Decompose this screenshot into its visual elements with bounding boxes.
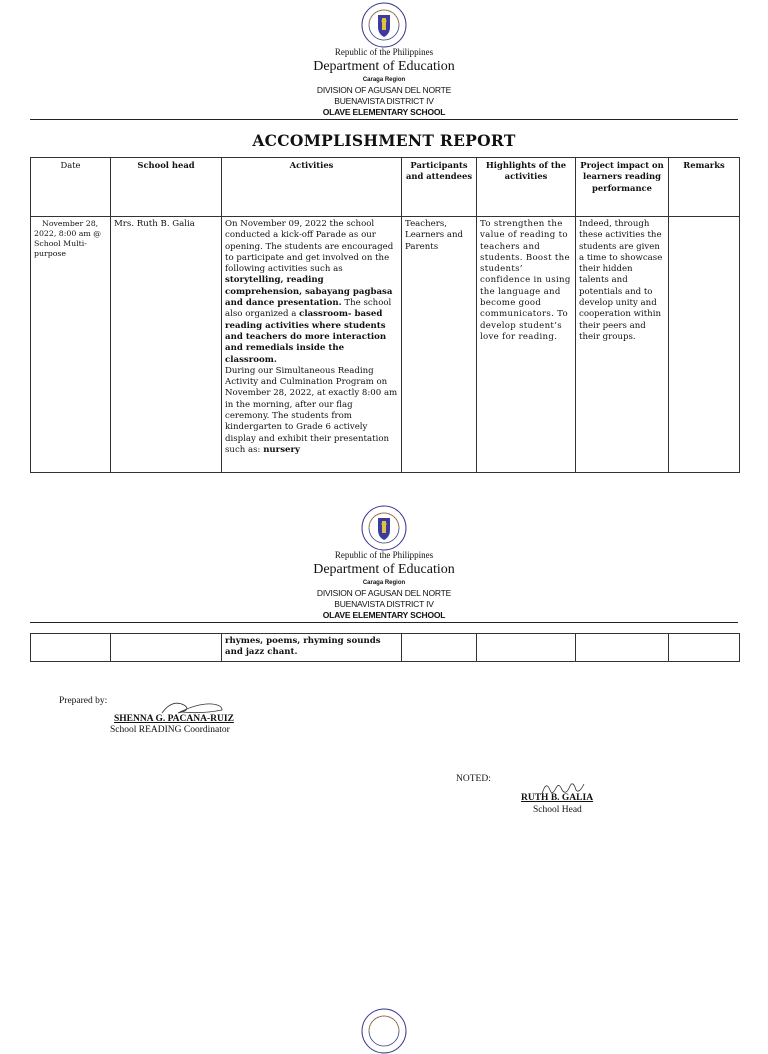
header-region: Caraga Region [362,580,406,586]
header-republic: Republic of the Philippines [334,47,434,57]
cell-school-head [111,634,222,662]
col-participants: Participants and attendees [402,158,477,217]
cell-activities-continued: rhymes, poems, rhyming sounds and jazz chant. [222,634,402,662]
activities-bold-3: nursery [263,444,301,455]
header-school: OLAVE ELEMENTARY SCHOOL [322,610,446,620]
col-date: Date [31,158,111,217]
cell-highlights: To strengthen the value of reading to teachers and students. Boost the students’ confidence in using the language and become good communicators. To develop student’s love for reading. [477,217,576,473]
table-header-row [31,158,740,217]
header-district: BUENAVISTA DISTRICT IV [334,599,434,609]
table-row [31,634,740,662]
header-divider [30,119,738,120]
activities-text-1: On November 09, 2022 the school conducted a kick-off Parade as our opening. The students are encouraged to participate and get involved on the following activities such as [225,219,394,275]
cell-impact: Indeed, through these activities the students are given a time to showcase their hidden talents and potentials and to develop unity and cooperation within their peers and their groups. [576,217,669,473]
cell-date [31,634,111,662]
col-activities: Activities [222,158,402,217]
report-table [30,157,740,473]
header-division: DIVISION OF AGUSAN DEL NORTE [316,85,452,95]
deped-seal-logo [361,2,407,48]
col-impact: Project impact on learners reading performance [576,158,669,217]
col-highlights: Highlights of the activities [477,158,576,217]
header-district: BUENAVISTA DISTRICT IV [334,96,434,106]
prepared-by-label: Prepared by: [59,696,108,706]
col-school-head: School head [111,158,222,217]
activities-bold-1: storytelling, reading comprehension, sabayang pagbasa and dance presentation. [225,275,393,309]
cell-date [31,217,111,473]
header-divider [30,622,738,623]
cell-impact [576,634,669,662]
table-row [31,217,740,473]
cell-participants [402,634,477,662]
cell-remarks [669,634,740,662]
cell-activities [222,217,402,473]
deped-seal-logo [361,505,407,551]
cell-highlights [477,634,576,662]
header-division: DIVISION OF AGUSAN DEL NORTE [316,588,452,598]
preparer-title: School READING Coordinator [110,725,230,735]
head-name: RUTH B. GALIA [521,793,594,803]
noted-label: NOTED: [456,774,491,784]
cell-school-head: Mrs. Ruth B. Galia [111,217,222,473]
header-department: Department of Education [313,59,455,74]
activities-text-2: The school also organized a [225,298,392,320]
activities-text-3: During our Simultaneous Reading Activity and Culmination Program on November 28, 2022, at exactly 8:00 am in the morning, after our flag ceremony. The students from kindergarten to Grade 6 actively display and exhibit their presentation such as: [225,365,398,455]
head-title: School Head [533,805,582,815]
header-school: OLAVE ELEMENTARY SCHOOL [322,107,446,117]
cell-participants: Teachers, Learners and Parents [402,217,477,473]
deped-seal-logo [361,1008,407,1054]
header-republic: Republic of the Philippines [334,550,434,560]
date-text: November 28, 2022, 8:00 am @ School Multi-purpose [34,219,102,258]
activities-bold-2: classroom- based reading activities where students and teachers do more interaction and remedials inside the classroom. [225,309,387,365]
preparer-name: SHENNA G. PACANA-RUIZ [114,714,234,724]
report-table-continued [30,633,740,662]
report-title: ACCOMPLISHMENT REPORT [252,131,516,150]
header-department: Department of Education [313,562,455,577]
header-region: Caraga Region [362,77,406,83]
cell-remarks [669,217,740,473]
col-remarks: Remarks [669,158,740,217]
